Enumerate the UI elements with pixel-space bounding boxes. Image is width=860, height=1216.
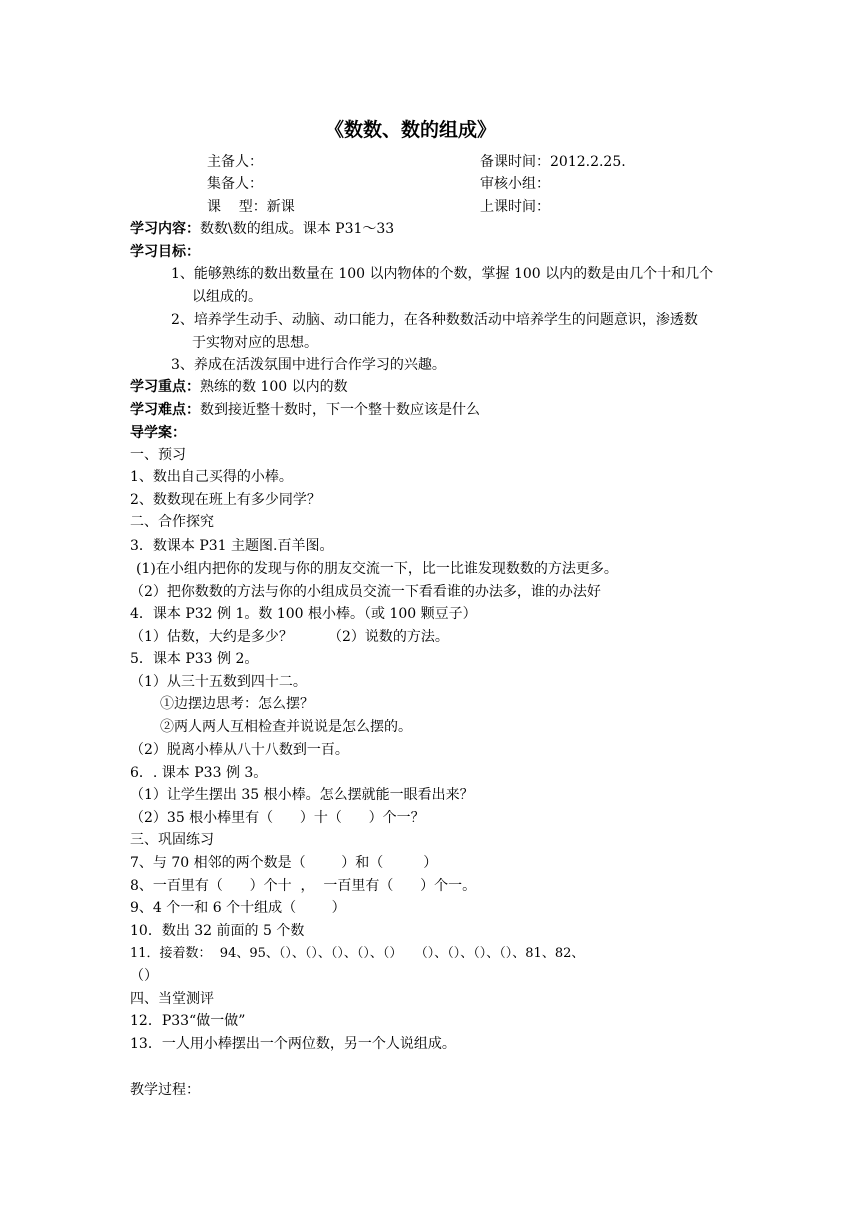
list-item: 9、4 个一和 6 个十组成（ ） <box>130 900 346 916</box>
list-item: （2）把你数数的方法与你的小组成员交流一下看看谁的办法多，谁的办法好 <box>130 584 601 600</box>
list-item: ②两人两人互相检查并说说是怎么摆的。 <box>160 719 412 735</box>
section-heading: 四、当堂测评 <box>130 991 214 1007</box>
list-item: 11．接着数： 94、95、（）、（）、（）、（）、（） （）、（）、（）、（）、81、82、 <box>130 946 585 961</box>
list-item: 10．数出 32 前面的 5 个数 <box>130 923 305 939</box>
list-item: （2）脱离小棒从八十八数到一百。 <box>130 742 349 758</box>
content-label: 学习内容： <box>130 221 200 237</box>
preparer-field: 主备人： <box>207 154 263 170</box>
goal-2-cont: 于实物对应的思想。 <box>192 335 318 351</box>
list-item: 5．课本 P33 例 2。 <box>130 651 259 667</box>
goal-1: 1、能够熟练的数出数量在 100 以内物体的个数，掌握 100 以内的数是由几个十和几个 <box>171 266 714 282</box>
list-item: 7、与 70 相邻的两个数是（ ）和（ ） <box>130 855 438 871</box>
goal-1-cont: 以组成的。 <box>192 289 262 305</box>
list-item: （1）估数，大约是多少？ <box>130 629 293 645</box>
content-text: 数数\数的组成。课本 P31～33 <box>200 221 395 237</box>
difficulty-label: 学习难点： <box>130 402 200 418</box>
guide-label: 导学案： <box>130 425 186 441</box>
page-title: 《数数、数的组成》 <box>325 119 497 141</box>
class-time-field: 上课时间： <box>480 199 550 215</box>
lesson-type-field: 课 型：新课 <box>207 199 295 215</box>
list-item: （2）说数的方法。 <box>328 629 449 645</box>
difficulty-text: 数到接近整十数时，下一个整十数应该是什么 <box>200 402 480 418</box>
review-group-field: 审核小组： <box>480 176 550 192</box>
section-heading: 一、预习 <box>130 447 186 463</box>
list-item: 12．P33“做一做” <box>130 1013 246 1029</box>
goal-2: 2、培养学生动手、动脑、动口能力，在各种数数活动中培养学生的问题意识，渗透数 <box>171 312 698 328</box>
list-item: 8、一百里有（ ）个十 ， 一百里有（ ）个一。 <box>130 878 477 894</box>
difficulty-row <box>130 400 480 420</box>
goals-label: 学习目标： <box>130 244 200 260</box>
section-heading: 三、巩固练习 <box>130 832 214 848</box>
key-point-row <box>130 377 348 397</box>
goal-3: 3、养成在活泼氛围中进行合作学习的兴趣。 <box>171 357 446 373</box>
list-item: （1）让学生摆出 35 根小棒。怎么摆就能一眼看出来？ <box>130 787 474 803</box>
content-row <box>130 219 394 239</box>
list-item: 1、数出自己买得的小棒。 <box>130 469 293 485</box>
list-item: 6．. 课本 P33 例 3。 <box>130 765 268 781</box>
key-point-label: 学习重点： <box>130 379 200 395</box>
list-item: （1）从三十五数到四十二。 <box>130 674 307 690</box>
list-item: 2、数数现在班上有多少同学？ <box>130 492 321 508</box>
key-point-text: 熟练的数 100 以内的数 <box>200 379 348 395</box>
section-heading: 二、合作探究 <box>130 514 214 530</box>
list-item: (1)在小组内把你的发现与你的朋友交流一下，比一比谁发现数数的方法更多。 <box>136 561 618 577</box>
prep-time-field: 备课时间：2012.2.25. <box>480 154 626 170</box>
list-item: （2）35 根小棒里有（ ）十（ ）个一？ <box>130 810 425 826</box>
list-item: 13．一人用小棒摆出一个两位数，另一个人说组成。 <box>130 1036 456 1052</box>
collective-field: 集备人： <box>207 176 263 192</box>
process-label: 教学过程： <box>130 1082 200 1098</box>
list-item: 3．数课本 P31 主题图.百羊图。 <box>130 538 334 554</box>
list-item: ①边摆边思考：怎么摆？ <box>160 696 314 712</box>
list-item: 4．课本 P32 例 1。数 100 根小棒。（或 100 颗豆子） <box>130 606 477 622</box>
list-item: （） <box>130 968 158 984</box>
